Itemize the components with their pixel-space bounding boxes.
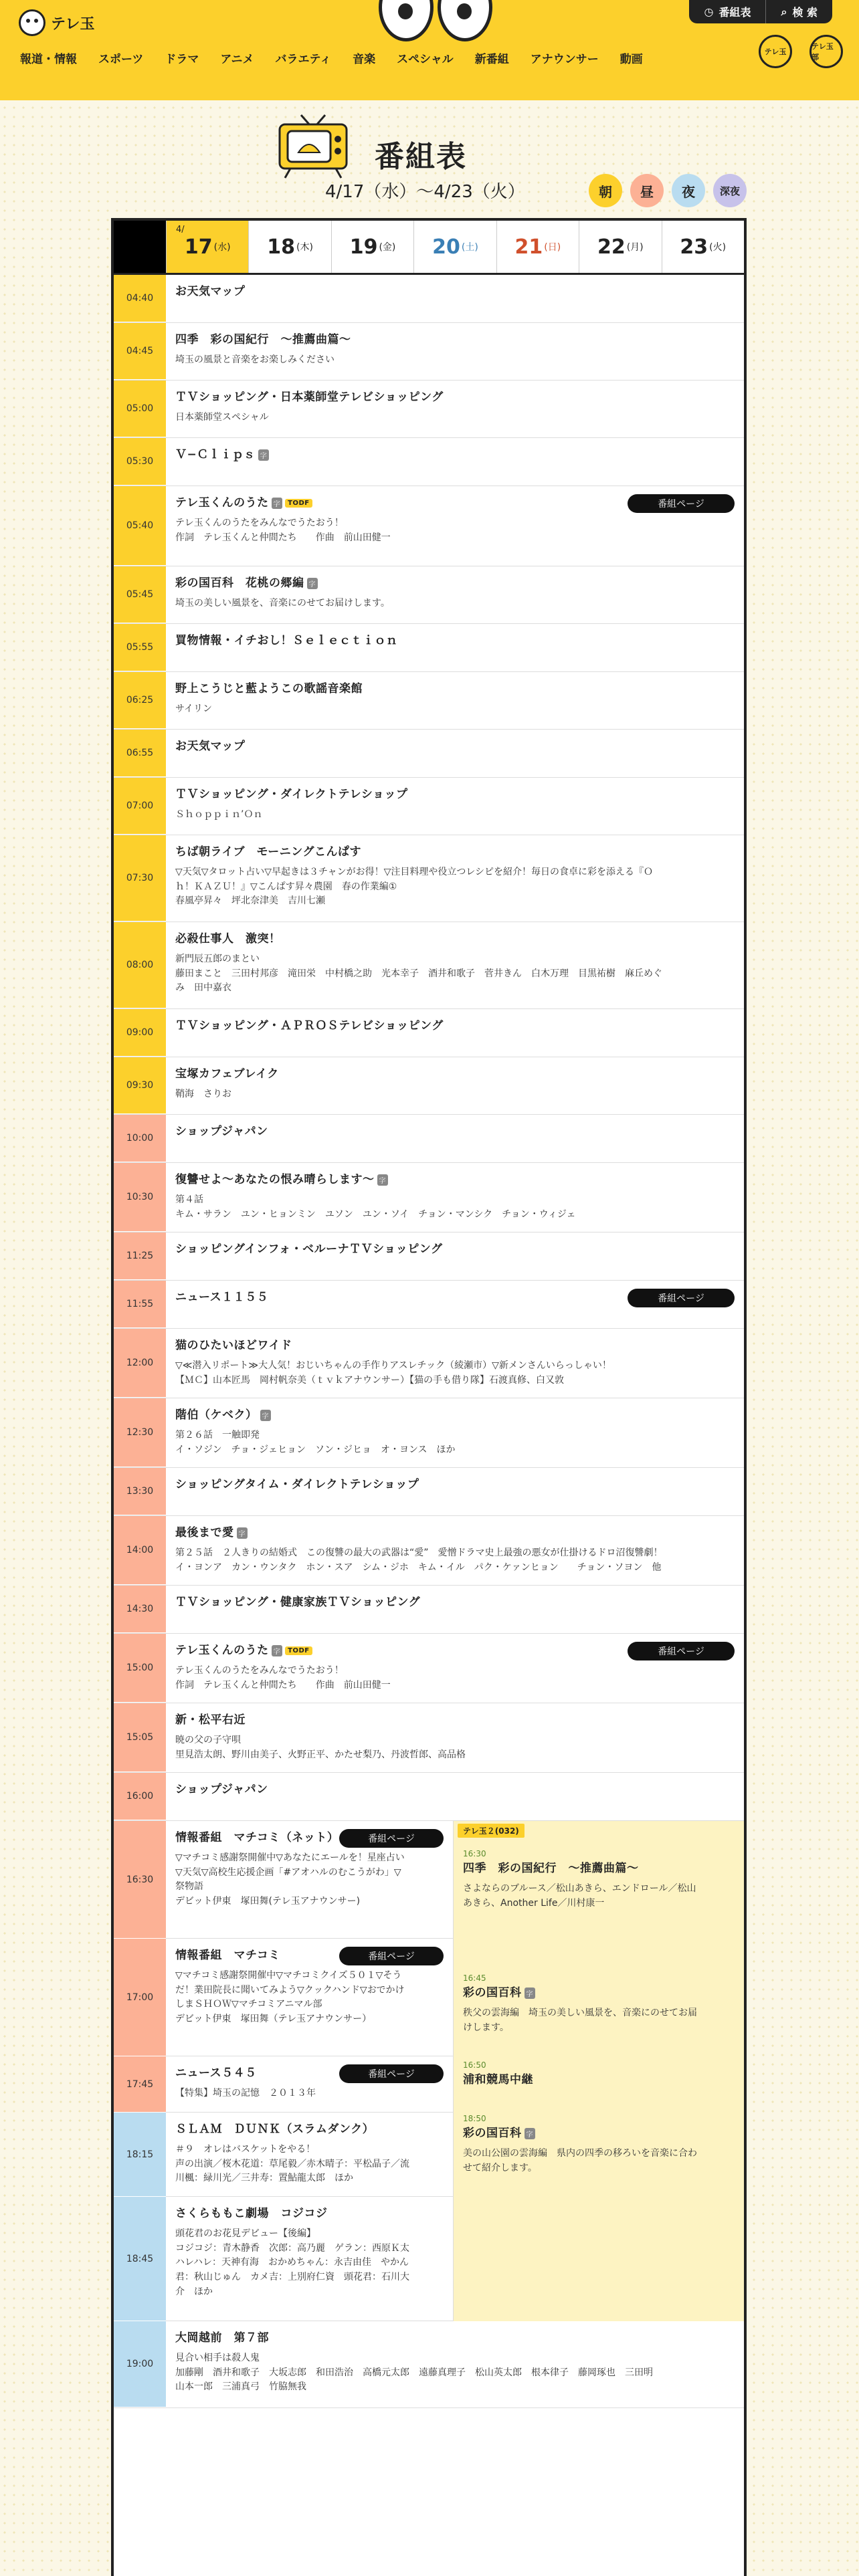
program-desc: 鞘海 さりお — [175, 1089, 231, 1099]
nav-icons — [759, 35, 843, 68]
schedule-link-label: 番組表 — [719, 6, 751, 19]
subchannel-time: 18:50 — [463, 2114, 486, 2123]
program-title[interactable]: テレ玉くんのうた 字 TODF — [175, 493, 735, 510]
date-weekday: (木) — [296, 242, 313, 253]
program-cell[interactable] — [166, 1057, 744, 1114]
date-header — [114, 221, 744, 275]
program-row — [114, 323, 744, 381]
program-cell[interactable] — [166, 1516, 744, 1585]
todf-badge: TODF — [285, 499, 312, 508]
program-cell[interactable] — [166, 2056, 453, 2112]
program-desc: ▽天気▽タロット占い▽早起きは３チャンがお得！▽注目料理や役立つレシピを紹介！毎日の食卓に彩を添える『Ｏ ｈ！ＫＡＺＵ！』▽こんぱす昇々農園 春の作業編① 春風亭昇々 坪北奈津美 吉川七瀬 — [175, 867, 654, 907]
time-cell: 10:30 — [114, 1163, 166, 1232]
time-cell: 06:25 — [114, 672, 166, 729]
search-link[interactable] — [766, 0, 832, 23]
todf-badge: TODF — [285, 1646, 312, 1655]
program-page-button[interactable]: 番組ページ — [339, 1829, 444, 1848]
date-weekday: (日) — [544, 242, 561, 253]
split-left-column — [166, 1821, 454, 2321]
program-cell[interactable] — [166, 1634, 744, 1703]
program-row — [114, 1703, 744, 1773]
program-page-button[interactable]: 番組ページ — [628, 1642, 735, 1660]
program-title[interactable]: 情報番組 マチコミ（ネット） — [175, 1831, 339, 1844]
date-day: 23 — [680, 235, 708, 259]
program-row — [114, 1009, 744, 1057]
program-page-button[interactable]: 番組ページ — [339, 1947, 444, 1965]
program-title[interactable]: 浦和競馬中継 — [463, 2073, 533, 2086]
subchannel-program[interactable] — [454, 2056, 747, 2090]
time-cell: 11:55 — [114, 1281, 166, 1328]
program-desc: 埼玉の風景と音楽をお楽しみください — [175, 354, 335, 365]
subchannel-time: 16:45 — [463, 1973, 486, 1983]
program-title[interactable]: ＳＬＡＭ ＤＵＮＫ（スラムダンク） — [175, 2123, 375, 2136]
program-desc: サイリン — [175, 704, 213, 714]
time-cell: 12:00 — [114, 1329, 166, 1398]
time-cell: 11:25 — [114, 1232, 166, 1280]
program-row — [114, 1163, 744, 1232]
subtitle-badge: 字 — [307, 578, 318, 589]
program-desc: ＃９ オレはバスケットをやる！ 声の出演／桜木花道：草尾毅／赤木晴子：平松晶子／流 川楓：緑川光／三井寿：置鮎龍太郎 ほか — [175, 2144, 409, 2184]
program-row — [114, 730, 744, 778]
program-cell[interactable] — [166, 1586, 744, 1633]
program-title[interactable]: 階伯（ケベク） 字 — [175, 1405, 735, 1422]
program-cell[interactable] — [166, 1821, 453, 1938]
program-title[interactable]: ニュース１１５５ — [175, 1291, 269, 1304]
program-cell[interactable] — [166, 1398, 744, 1467]
program-cell[interactable] — [166, 1009, 744, 1057]
date-tab-19[interactable] — [331, 221, 413, 273]
program-title[interactable]: ＴＶショッピング・日本薬師堂テレビショッピング — [175, 391, 444, 404]
nav-item-8[interactable]: アナウンサー — [530, 53, 599, 66]
time-of-day-buttons — [589, 174, 747, 207]
subchannel-program[interactable] — [454, 1969, 747, 2039]
time-button-0[interactable]: 朝 — [589, 174, 622, 207]
program-title[interactable]: テレ玉くんのうた 字 TODF — [175, 1640, 735, 1657]
program-cell[interactable] — [166, 1329, 744, 1398]
date-month: 4/ — [176, 225, 185, 235]
program-cell[interactable] — [166, 730, 744, 777]
time-cell: 09:00 — [114, 1009, 166, 1057]
site-header — [0, 0, 859, 100]
program-cell[interactable] — [166, 381, 744, 437]
program-row — [166, 2197, 453, 2321]
date-tab-22[interactable] — [579, 221, 661, 273]
program-row — [114, 1773, 744, 1821]
program-page-button[interactable]: 番組ページ — [339, 2064, 444, 2083]
time-cell: 12:30 — [114, 1398, 166, 1467]
program-title[interactable]: ちば朝ライブ モーニングこんぱす — [175, 845, 361, 859]
program-title[interactable]: 彩の国百科 花桃の郷編 字 — [175, 573, 735, 590]
nav-item-9[interactable]: 動画 — [619, 53, 643, 66]
date-tab-17[interactable] — [166, 221, 248, 273]
date-weekday: (火) — [709, 242, 727, 253]
program-title[interactable]: 彩の国百科 字 — [463, 1983, 737, 2000]
program-cell[interactable] — [166, 835, 744, 922]
program-row — [114, 1232, 744, 1281]
program-row — [114, 381, 744, 438]
time-cell: 18:45 — [114, 2197, 166, 2321]
time-cell: 17:45 — [114, 2056, 166, 2113]
program-title[interactable]: ショップジャパン — [175, 1783, 268, 1796]
date-weekday: (金) — [379, 242, 396, 253]
program-row — [114, 486, 744, 566]
subtitle-badge: 字 — [272, 1645, 283, 1656]
program-title[interactable]: 新・松平右近 — [175, 1713, 246, 1727]
program-desc: テレ玉くんのうたをみんなでうたおう！ 作詞 テレ玉くんと仲間たち 作曲 前山田健一 — [175, 518, 391, 543]
subchannel-program[interactable] — [454, 2110, 747, 2179]
program-title[interactable]: 宝塚カフェブレイク — [175, 1067, 279, 1081]
time-cell: 19:00 — [114, 2321, 166, 2407]
subtitle-badge: 字 — [524, 1988, 536, 1999]
time-button-1[interactable]: 昼 — [630, 174, 664, 207]
time-cell: 10:00 — [114, 1115, 166, 1162]
date-weekday: (水) — [213, 242, 231, 253]
program-row — [114, 624, 744, 672]
program-rows — [114, 275, 744, 2408]
program-title[interactable]: さくらももこ劇場 コジコジ — [175, 2207, 328, 2220]
program-desc: 美の山公園の雲海編 県内の四季の移ろいを音楽に合わ せて紹介します。 — [463, 2148, 697, 2173]
date-header-corner — [114, 221, 166, 273]
time-cell: 05:30 — [114, 438, 166, 486]
time-cell: 15:00 — [114, 1634, 166, 1703]
program-row — [166, 2113, 453, 2197]
logo-text: テレ玉 — [51, 15, 95, 33]
program-row — [166, 1821, 453, 1939]
program-page-button[interactable]: 番組ページ — [628, 1289, 735, 1307]
program-cell[interactable] — [166, 624, 744, 671]
page-title: 番組表 — [375, 140, 467, 174]
clock-icon: ◷ — [704, 5, 714, 18]
program-title[interactable]: 彩の国百科 字 — [463, 2123, 737, 2140]
schedule-grid — [111, 218, 747, 2576]
program-cell[interactable] — [166, 1773, 744, 1820]
mascot-eye-right-icon — [438, 0, 492, 41]
program-title[interactable]: 猫のひたいほどワイド — [175, 1339, 292, 1352]
subtitle-badge: 字 — [260, 1410, 272, 1421]
time-cell: 16:30 — [114, 1821, 166, 1939]
date-tab-21[interactable] — [496, 221, 579, 273]
program-cell[interactable] — [166, 1163, 744, 1232]
program-desc: 第４話 キム・サラン ユン・ヒョンミン ユソン ユン・ソイ チョン・マンシク チョン・ウィジェ — [175, 1194, 576, 1220]
mascot-eye-left-icon — [379, 0, 434, 41]
program-row — [114, 1115, 744, 1163]
split-area — [166, 1821, 747, 2321]
program-desc: テレ玉くんのうたをみんなでうたおう！ 作詞 テレ玉くんと仲間たち 作曲 前山田健一 — [175, 1665, 391, 1691]
program-cell[interactable] — [166, 438, 744, 486]
program-title[interactable]: Ｖ−Ｃｌｉｐｓ 字 — [175, 445, 735, 461]
time-cell: 16:00 — [114, 1773, 166, 1820]
date-day: 19 — [349, 235, 378, 259]
top-links — [689, 0, 832, 23]
program-cell[interactable] — [166, 275, 744, 322]
nav-item-1[interactable]: スポーツ — [98, 53, 144, 66]
program-desc: さよならのブルース／松山あきら、エンドロール／松山 あきら、Another Life／川村康一 — [463, 1883, 696, 1909]
subchannel-program[interactable] — [454, 1845, 747, 1915]
nav-item-2[interactable]: ドラマ — [165, 53, 199, 66]
nav-item-4[interactable]: バラエティ — [275, 53, 332, 66]
subchannel-time: 16:50 — [463, 2060, 486, 2070]
program-title[interactable]: ＴＶショッピング・健康家族ＴＶショッピング — [175, 1596, 421, 1609]
program-cell[interactable] — [166, 2113, 453, 2196]
time-cell: 05:45 — [114, 566, 166, 623]
program-cell[interactable] — [166, 922, 744, 1008]
nav-item-3[interactable]: アニメ — [220, 53, 254, 66]
program-row — [114, 1586, 744, 1634]
split-section — [114, 1821, 744, 2321]
program-desc: 第２６話 一触即発 イ・ソジン チョ・ジェヒョン ソン・ジヒョ オ・ヨンス ほか — [175, 1430, 456, 1455]
program-row — [114, 835, 744, 922]
subtitle-badge: 字 — [258, 449, 270, 461]
tetama-logo-icon — [19, 9, 45, 36]
program-desc: Ｓｈｏｐｐｉｎ’Ｏｎ — [175, 809, 263, 820]
subtitle-badge: 字 — [237, 1527, 248, 1539]
program-cell[interactable] — [166, 1281, 744, 1328]
program-row — [114, 1634, 744, 1703]
program-title[interactable]: ＴＶショッピング・ダイレクトテレショップ — [175, 788, 408, 801]
mascot-eyes — [379, 0, 492, 41]
program-title[interactable]: 買物情報・イチおし！Ｓｅｌｅｃｔｉｏｎ — [175, 634, 398, 647]
date-tab-23[interactable] — [662, 221, 744, 273]
program-desc: 秩父の雲海編 埼玉の美しい風景を、音楽にのせてお届 けします。 — [463, 2008, 697, 2033]
subtitle-badge: 字 — [524, 2128, 536, 2139]
program-row — [114, 275, 744, 323]
subchannel-time: 16:30 — [463, 1849, 486, 1858]
nav-item-5[interactable]: 音楽 — [353, 53, 376, 66]
tetama-character-icon[interactable]: テレ玉 — [759, 35, 792, 68]
time-button-2[interactable]: 夜 — [672, 174, 705, 207]
time-cell: 05:40 — [114, 486, 166, 566]
program-row — [114, 1468, 744, 1516]
program-cell[interactable] — [166, 323, 744, 380]
tv-mascot-icon — [274, 112, 352, 179]
site-logo[interactable] — [19, 9, 95, 36]
program-row — [166, 1939, 453, 2056]
program-title[interactable]: 情報番組 マチコミ — [175, 1949, 280, 1962]
header-zigzag — [0, 79, 859, 100]
program-cell[interactable] — [166, 2197, 453, 2321]
program-title[interactable]: 最後まで愛 字 — [175, 1523, 735, 1539]
program-title[interactable]: 復讐せよ〜あなたの恨み晴らします〜 字 — [175, 1170, 735, 1186]
program-row — [114, 778, 744, 835]
date-day: 21 — [514, 235, 543, 259]
time-cell: 09:30 — [114, 1057, 166, 1114]
subchannel-column — [454, 1821, 747, 2321]
time-cell: 17:00 — [114, 1939, 166, 2056]
time-cell: 07:00 — [114, 778, 166, 835]
split-time-column — [114, 1821, 166, 2321]
program-cell[interactable] — [166, 1703, 744, 1772]
date-day: 17 — [184, 235, 213, 259]
time-cell: 18:15 — [114, 2113, 166, 2197]
program-desc: 新門辰五郎のまとい 藤田まこと 三田村邦彦 滝田栄 中村橋之助 光本幸子 酒井和歌子 菅井きん 白木万理 目黒祐樹 麻丘めぐ み 田中嘉衣 — [175, 954, 662, 994]
time-cell: 08:00 — [114, 922, 166, 1008]
program-desc: 見合い相手は殺人鬼 加藤剛 酒井和歌子 大坂志郎 和田浩治 高橋元太郎 遠藤真理子 松山英太郎 根本律子 藤岡琢也 三田明 山本一郎 三浦真弓 竹脇無我 — [175, 2353, 653, 2393]
date-weekday: (月) — [626, 242, 644, 253]
program-cell[interactable] — [166, 778, 744, 835]
date-day: 22 — [597, 235, 626, 259]
program-row — [114, 922, 744, 1009]
program-cell[interactable] — [166, 1115, 744, 1162]
program-desc: 日本薬師堂スペシャル — [175, 412, 269, 423]
program-desc: 頭花君のお花見デビュー【後編】 コジコジ：青木静香 次郎：高乃麗 ゲラン：西原Ｋ太 ハレハレ：天神有海 おかめちゃん：永吉由佳 やかん 君：秋山じゅん カメ吉：上別府仁資 頭花君：石川大 介 ほか — [175, 2228, 409, 2297]
time-cell: 14:30 — [114, 1586, 166, 1633]
program-page-button[interactable]: 番組ページ — [628, 494, 735, 513]
date-day: 20 — [432, 235, 460, 259]
time-cell: 04:45 — [114, 323, 166, 380]
time-cell: 14:00 — [114, 1516, 166, 1585]
schedule-link[interactable] — [689, 0, 766, 23]
date-weekday: (土) — [461, 242, 478, 253]
program-cell[interactable] — [166, 2321, 744, 2407]
program-row — [114, 566, 744, 624]
program-title[interactable]: 大岡越前 第７部 — [175, 2331, 269, 2345]
program-desc: 【特集】埼玉の記憶 ２０１３年 — [175, 2088, 316, 2099]
program-cell[interactable] — [166, 1468, 744, 1515]
nav-item-6[interactable]: スペシャル — [397, 53, 454, 66]
program-row — [114, 2321, 744, 2408]
date-tab-20[interactable] — [413, 221, 496, 273]
program-cell[interactable] — [166, 672, 744, 729]
program-title[interactable]: 四季 彩の国紀行 〜推薦曲篇〜 — [463, 1862, 639, 1875]
program-row — [114, 1516, 744, 1586]
time-cell: 13:30 — [114, 1468, 166, 1515]
program-row — [114, 672, 744, 730]
nav-item-0[interactable]: 報道・情報 — [20, 53, 77, 66]
program-row — [166, 2056, 453, 2113]
subtitle-badge: 字 — [272, 498, 283, 509]
program-title[interactable]: お天気マップ — [175, 285, 246, 298]
program-title[interactable]: ショップジャパン — [175, 1125, 268, 1138]
program-title[interactable]: 必殺仕事人 激突！ — [175, 932, 281, 946]
time-button-3[interactable]: 深夜 — [713, 174, 747, 207]
program-row — [114, 1398, 744, 1468]
time-cell: 07:30 — [114, 835, 166, 922]
program-desc: 暁の父の子守唄 里見浩太朗、野川由美子、火野正平、かたせ梨乃、丹波哲郎、高品格 — [175, 1735, 466, 1760]
program-cell[interactable] — [166, 566, 744, 623]
program-title[interactable]: お天気マップ — [175, 740, 246, 753]
program-row — [114, 1329, 744, 1398]
time-cell: 06:55 — [114, 730, 166, 777]
program-desc: ▽≪潜入リポート≫大人気！おじいちゃんの手作りアスレチック（綾瀬市）▽新メンさんいらっしゃい！ 【ＭＣ】山本匠馬 岡村帆奈美（ｔｖｋアナウンサー）【猫の手も借り隊】石渡真修、白又敦 — [175, 1360, 611, 1386]
program-desc: ▽マチコミ感謝祭開催中▽マチコミクイズ５０１▽そう だ！業田院長に聞いてみよう▽クックハンド▽おでかけ しまＳＨＯＷ▽マチコミアニマル部 デビット伊東 塚田舞（テレ玉アナウンサー） — [175, 1970, 405, 2025]
nav-item-7[interactable]: 新番組 — [474, 53, 509, 66]
time-cell: 05:55 — [114, 624, 166, 671]
program-title[interactable]: ショッピングインフォ・ベルーナＴＶショッピング — [175, 1243, 443, 1256]
program-title[interactable]: 四季 彩の国紀行 〜推薦曲篇〜 — [175, 333, 351, 346]
date-day: 18 — [267, 235, 296, 259]
time-cell: 04:40 — [114, 275, 166, 322]
program-cell[interactable] — [166, 486, 744, 566]
search-link-label: 検 索 — [792, 6, 818, 19]
program-desc: 埼玉の美しい風景を、音楽にのせてお届けします。 — [175, 598, 390, 609]
date-tab-18[interactable] — [248, 221, 330, 273]
main-nav — [20, 49, 654, 66]
title-area — [0, 112, 859, 213]
subchannel-tag: テレ玉２(032) — [458, 1824, 524, 1838]
time-cell: 05:00 — [114, 381, 166, 437]
program-cell[interactable] — [166, 1232, 744, 1280]
time-cell: 15:05 — [114, 1703, 166, 1772]
tetama-club-icon[interactable]: テレ玉 部 — [809, 35, 843, 68]
date-range: 4/17（水）〜4/23（火） — [325, 182, 525, 202]
program-row — [114, 1057, 744, 1115]
program-cell[interactable] — [166, 1939, 453, 2056]
program-title[interactable]: 野上こうじと藍ようこの歌謡音楽館 — [175, 682, 363, 695]
program-desc: 第２５話 ２人きりの結婚式 この復讐の最大の武器は“愛” 愛憎ドラマ史上最強の悪女が仕掛けるドロ沼復讐劇！ イ・ヨンア カン・ウンタク ホン・スア シム・ジホ キム・イル パク・ケァンヒョン チョン・ソヨン 他 — [175, 1547, 663, 1573]
program-title[interactable]: ＴＶショッピング・ＡＰＲＯＳテレビショッピング — [175, 1019, 444, 1033]
program-title[interactable]: ニュース５４５ — [175, 2066, 257, 2080]
subtitle-badge: 字 — [377, 1174, 389, 1186]
program-row — [114, 1281, 744, 1329]
program-row — [114, 438, 744, 486]
program-desc: ▽マチコミ感謝祭開催中▽あなたにエールを！星座占い ▽天気▽高校生応援企画「#アオハルのむこうがわ」▽ 祭物語 デビット伊東 塚田舞(テレ玉アナウンサー) — [175, 1852, 405, 1907]
search-icon: ⌕ — [781, 5, 787, 18]
program-title[interactable]: ショッピングタイム・ダイレクトテレショップ — [175, 1478, 419, 1491]
